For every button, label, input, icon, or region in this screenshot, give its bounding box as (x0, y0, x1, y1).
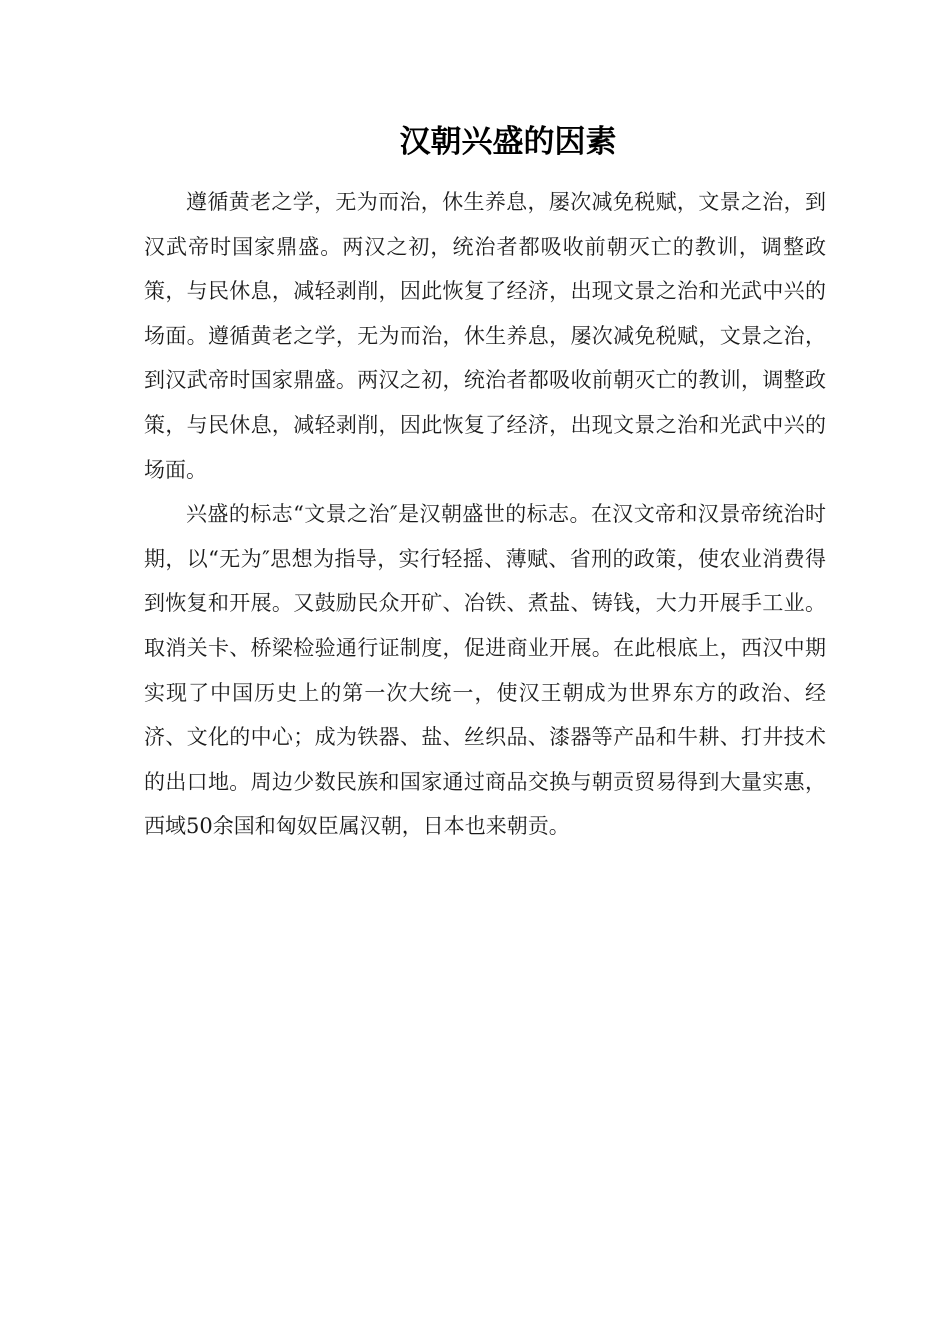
paragraph-1: 遵循黄老之学，无为而治，休生养息，屡次减免税赋，文景之治，到汉武帝时国家鼎盛。两汉之初，统治者都吸收前朝灭亡的教训，调整政策，与民休息，减轻剥削，因此恢复了经济，出现文景之治和光武中兴的场面。遵循黄老之学，无为而治，休生养息，屡次减免税赋，文景之治，到汉武帝时国家鼎盛。两汉之初，统治者都吸收前朝灭亡的教训，调整政策，与民休息，减轻剥削，因此恢复了经济，出现文景之治和光武中兴的场面。 (144, 190, 826, 482)
document-title: 汉朝兴盛的因素 (399, 124, 617, 160)
paragraph-2: 兴盛的标志“文景之治″是汉朝盛世的标志。在汉文帝和汉景帝统治时期，以“无为″思想为指导，实行轻摇、薄赋、省刑的政策，使农业消费得到恢复和开展。又鼓励民众开矿、冶铁、煮盐、铸钱，大力开展手工业。取消关卡、桥梁检验通行证制度，促进商业开展。在此根底上，西汉中期实现了中国历史上的第一次大统一，使汉王朝成为世界东方的政治、经济、文化的中心；成为铁器、盐、丝织品、漆器等产品和牛耕、打井技术的出口地。周边少数民族和国家通过商品交换与朝贡贸易得到大量实惠，西域50余国和匈奴臣属汉朝，日本也来朝贡。 (144, 502, 826, 839)
document-body (144, 180, 826, 849)
